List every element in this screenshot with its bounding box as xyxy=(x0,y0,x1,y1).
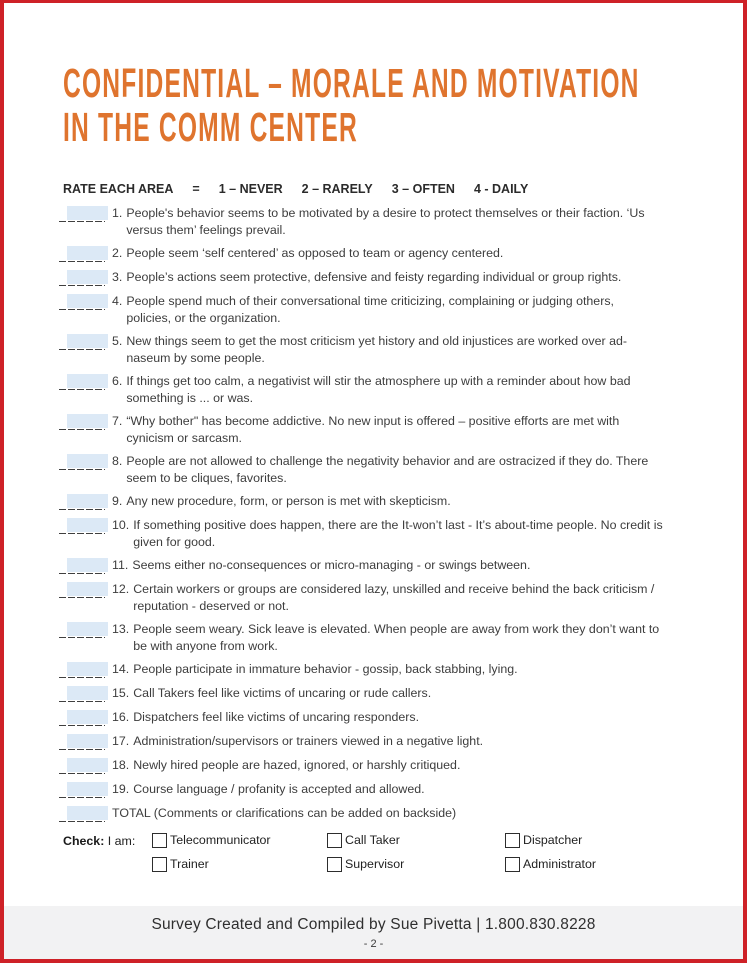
item-number: 15. xyxy=(112,686,130,700)
survey-item xyxy=(59,709,713,727)
role-section-label-iam: I am: xyxy=(107,834,136,848)
survey-items-list xyxy=(59,205,713,823)
role-option-label: Supervisor xyxy=(345,857,405,871)
survey-item xyxy=(59,685,713,703)
rating-blank-field[interactable] xyxy=(59,206,105,223)
rating-field-shading xyxy=(67,582,108,596)
rating-field-shading xyxy=(67,454,108,468)
rating-field-shading xyxy=(67,414,108,428)
item-number: 8. xyxy=(112,454,123,468)
rating-field-shading xyxy=(67,758,108,772)
page-title-line1: CONFIDENTIAL – MORALE AND MOTIVATION xyxy=(63,60,640,106)
rating-field-shading xyxy=(67,806,108,820)
rating-field-shading xyxy=(67,334,108,348)
rating-blank-field[interactable] xyxy=(59,782,105,799)
item-text: “Why bother" has become addictive. No new input is offered – positive efforts are met with cynicism or sarcasm. xyxy=(126,414,620,445)
item-text: Call Takers feel like victims of uncaring or rude callers. xyxy=(133,686,432,700)
item-text: Any new procedure, form, or person is met with skepticism. xyxy=(126,494,451,508)
rating-blank-field[interactable] xyxy=(59,334,105,351)
survey-item xyxy=(59,333,713,367)
survey-item xyxy=(59,453,713,487)
rating-field-shading xyxy=(67,246,108,260)
rating-field-underline xyxy=(59,509,105,511)
rating-blank-field[interactable] xyxy=(59,494,105,511)
checkbox[interactable] xyxy=(327,857,342,872)
rating-scale-option: 4 - DAILY xyxy=(473,182,529,196)
item-text: People spend much of their conversational time criticizing, complaining or judging others, policies, or the organization. xyxy=(126,294,614,325)
rating-blank-field[interactable] xyxy=(59,686,105,703)
survey-item xyxy=(59,661,713,679)
item-text: New things seem to get the most criticism yet history and old injustices are worked over ad-naseum by some people. xyxy=(126,334,627,365)
checkbox[interactable] xyxy=(505,833,520,848)
item-text: People seem ‘self centered’ as opposed to team or agency centered. xyxy=(126,246,504,260)
item-number: 2. xyxy=(112,246,123,260)
item-text: People are not allowed to challenge the negativity behavior and are ostracized if they do. There seem to be cliques, favorites. xyxy=(126,454,649,485)
rating-scale-legend xyxy=(63,181,743,198)
rating-field-underline xyxy=(59,429,105,431)
item-number: 7. xyxy=(112,414,123,428)
item-text: Administration/supervisors or trainers viewed in a negative light. xyxy=(133,734,484,748)
item-number: 13. xyxy=(112,622,130,636)
rating-field-underline xyxy=(59,725,105,727)
item-text: Newly hired people are hazed, ignored, or harshly critiqued. xyxy=(133,758,461,772)
item-number: 17. xyxy=(112,734,130,748)
rating-blank-field[interactable] xyxy=(59,734,105,751)
rating-field-shading xyxy=(67,782,108,796)
rating-field-shading xyxy=(67,206,108,220)
rating-field-underline xyxy=(59,349,105,351)
rating-field-underline xyxy=(59,597,105,599)
rating-field-underline xyxy=(59,469,105,471)
role-option-label: Call Taker xyxy=(345,833,400,847)
rating-field-shading xyxy=(67,494,108,508)
survey-item xyxy=(59,413,713,447)
role-option[interactable] xyxy=(152,832,327,848)
role-option[interactable] xyxy=(327,832,505,848)
rating-scale-options xyxy=(219,181,529,198)
item-text: Dispatchers feel like victims of uncaring responders. xyxy=(133,710,420,724)
rating-blank-field[interactable] xyxy=(59,662,105,679)
survey-item xyxy=(59,205,713,239)
checkbox[interactable] xyxy=(152,833,167,848)
role-section-label-check: Check: xyxy=(63,834,105,848)
rating-field-shading xyxy=(67,294,108,308)
survey-item xyxy=(59,517,713,551)
item-text: People's behavior seems to be motivated by a desire to protect themselves or their faction. ‘Us versus them’ feelings prevail. xyxy=(126,206,645,237)
rating-field-underline xyxy=(59,821,105,823)
rating-blank-field[interactable] xyxy=(59,270,105,287)
rating-scale-option: 1 – NEVER xyxy=(218,182,283,196)
rating-field-underline xyxy=(59,261,105,263)
survey-item xyxy=(59,805,713,823)
rating-field-shading xyxy=(67,518,108,532)
page-title-line2: IN THE COMM CENTER xyxy=(63,104,358,150)
rating-field-underline xyxy=(59,533,105,535)
rating-scale-label: RATE EACH AREA xyxy=(63,182,174,196)
rating-field-shading xyxy=(67,270,108,284)
role-option-label: Trainer xyxy=(170,857,209,871)
rating-blank-field[interactable] xyxy=(59,622,105,639)
item-text: Course language / profanity is accepted and allowed. xyxy=(133,782,425,796)
survey-item xyxy=(59,557,713,575)
role-option[interactable] xyxy=(505,856,695,872)
survey-item xyxy=(59,733,713,751)
item-text: Certain workers or groups are considered lazy, unskilled and receive behind the back criticism / reputation - deserved or not. xyxy=(133,582,655,613)
survey-item xyxy=(59,373,713,407)
rating-blank-field[interactable] xyxy=(59,558,105,575)
item-text: People’s actions seem protective, defensive and feisty regarding individual or group rights. xyxy=(126,270,622,284)
checkbox[interactable] xyxy=(152,857,167,872)
rating-field-underline xyxy=(59,285,105,287)
page-number: - 2 - xyxy=(363,938,384,950)
item-number: 3. xyxy=(112,270,123,284)
role-option-label: Administrator xyxy=(523,857,596,871)
rating-field-underline xyxy=(59,677,105,679)
page-title xyxy=(63,61,743,149)
item-number: 19. xyxy=(112,782,130,796)
page-footer xyxy=(4,906,743,959)
rating-blank-field[interactable] xyxy=(59,806,105,823)
rating-field-underline xyxy=(59,797,105,799)
rating-field-shading xyxy=(67,710,108,724)
item-number: 16. xyxy=(112,710,130,724)
rating-field-underline xyxy=(59,749,105,751)
checkbox[interactable] xyxy=(505,857,520,872)
item-text: People participate in immature behavior - gossip, back stabbing, lying. xyxy=(133,662,518,676)
rating-field-shading xyxy=(67,622,108,636)
role-section-label xyxy=(63,832,152,872)
footer-credit: Survey Created and Compiled by Sue Pivetta | 1.800.830.8228 xyxy=(151,916,596,933)
rating-field-shading xyxy=(67,662,108,676)
item-number: 11. xyxy=(112,558,129,572)
survey-item xyxy=(59,293,713,327)
rating-blank-field[interactable] xyxy=(59,758,105,775)
rating-field-shading xyxy=(67,686,108,700)
rating-blank-field[interactable] xyxy=(59,374,105,391)
item-text: If something positive does happen, there are the It-won’t last - It’s about-time people. No credit is given for good. xyxy=(133,518,663,549)
survey-item xyxy=(59,269,713,287)
item-number: 12. xyxy=(112,582,130,596)
survey-item xyxy=(59,621,713,655)
role-options-grid xyxy=(152,832,695,872)
rating-field-underline xyxy=(59,389,105,391)
rating-blank-field[interactable] xyxy=(59,414,105,431)
survey-item xyxy=(59,781,713,799)
item-number: 14. xyxy=(112,662,130,676)
item-number: 4. xyxy=(112,294,123,308)
item-text: TOTAL (Comments or clarifications can be added on backside) xyxy=(112,806,457,820)
rating-field-underline xyxy=(59,637,105,639)
item-text: People seem weary. Sick leave is elevated. When people are away from work they don’t want to be with anyone from work. xyxy=(133,622,660,653)
role-option-label: Telecommunicator xyxy=(170,833,271,847)
rating-field-underline xyxy=(59,221,105,223)
rating-blank-field[interactable] xyxy=(59,294,105,311)
item-number: 1. xyxy=(112,206,123,220)
item-text: Seems either no-consequences or micro-managing - or swings between. xyxy=(132,558,531,572)
survey-item xyxy=(59,245,713,263)
rating-blank-field[interactable] xyxy=(59,518,105,535)
checkbox[interactable] xyxy=(327,833,342,848)
item-number: 18. xyxy=(112,758,130,772)
rating-field-underline xyxy=(59,573,105,575)
rating-blank-field[interactable] xyxy=(59,710,105,727)
rating-field-shading xyxy=(67,734,108,748)
rating-blank-field[interactable] xyxy=(59,246,105,263)
rating-field-underline xyxy=(59,309,105,311)
rating-blank-field[interactable] xyxy=(59,454,105,471)
role-option[interactable] xyxy=(327,856,505,872)
role-option-label: Dispatcher xyxy=(523,833,583,847)
survey-item xyxy=(59,581,713,615)
rating-blank-field[interactable] xyxy=(59,582,105,599)
role-option[interactable] xyxy=(152,856,327,872)
rating-scale-option: 2 – RARELY xyxy=(301,182,373,196)
item-text: If things get too calm, a negativist will stir the atmosphere up with a reminder about how bad something is ... or was. xyxy=(126,374,631,405)
role-option[interactable] xyxy=(505,832,695,848)
item-number: 5. xyxy=(112,334,123,348)
item-number: 6. xyxy=(112,374,123,388)
rating-scale-equals: = xyxy=(192,182,200,196)
survey-item xyxy=(59,493,713,511)
survey-item xyxy=(59,757,713,775)
item-number: 9. xyxy=(112,494,123,508)
rating-field-underline xyxy=(59,701,105,703)
item-number: 10. xyxy=(112,518,130,532)
rating-field-shading xyxy=(67,558,108,572)
rating-field-underline xyxy=(59,773,105,775)
rating-field-shading xyxy=(67,374,108,388)
rating-scale-option: 3 – OFTEN xyxy=(391,182,455,196)
respondent-role-section xyxy=(63,832,743,872)
